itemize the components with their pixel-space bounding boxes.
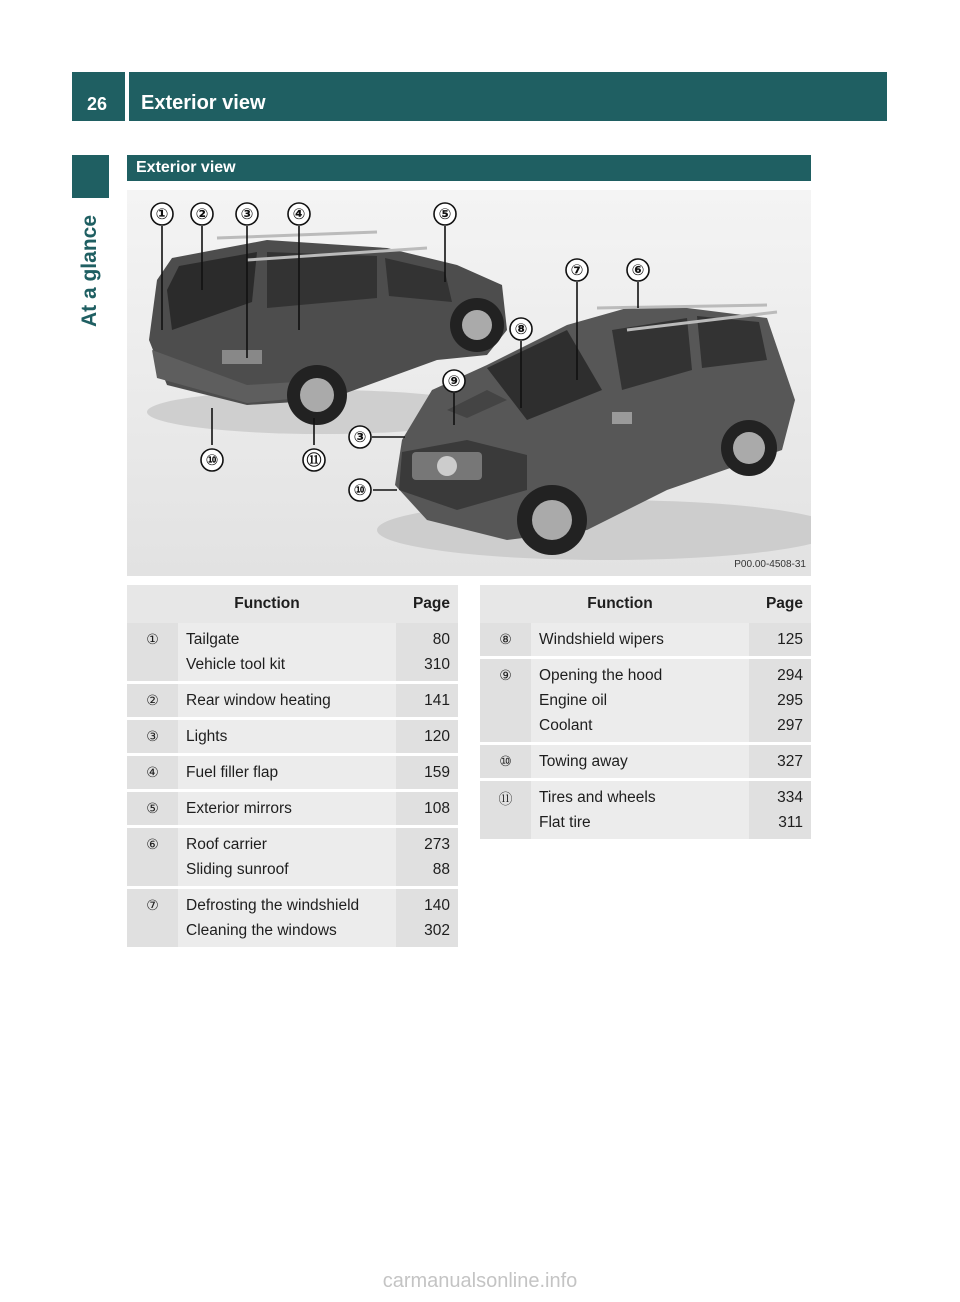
- row-function: Tires and wheels: [531, 780, 749, 811]
- row-key: ②: [127, 683, 178, 719]
- row-page: 88: [396, 857, 458, 888]
- column-header-key: [127, 585, 178, 623]
- row-page: 159: [396, 755, 458, 791]
- row-page: 120: [396, 719, 458, 755]
- column-header-function: Function: [178, 585, 396, 623]
- row-function: Defrosting the windshield: [178, 888, 396, 919]
- callout-label-10b: ⑩: [353, 481, 367, 499]
- callout-label-3b: ③: [353, 428, 367, 446]
- row-key: ⑩: [480, 744, 531, 780]
- table-row: [127, 888, 458, 919]
- row-function: Windshield wipers: [531, 623, 749, 658]
- row-page: 334: [749, 780, 811, 811]
- vehicle-illustration: [127, 190, 811, 576]
- row-function: Roof carrier: [178, 827, 396, 858]
- table-row: [127, 623, 458, 652]
- row-key: ⑧: [480, 623, 531, 658]
- table-row: [480, 780, 811, 811]
- callout-label-1: ①: [155, 205, 169, 223]
- page-number: 26: [72, 72, 125, 121]
- table-row: [127, 791, 458, 827]
- row-function: Engine oil: [531, 688, 749, 713]
- row-function: Rear window heating: [178, 683, 396, 719]
- callout-label-11: ⑪: [306, 451, 322, 469]
- row-page: 302: [396, 918, 458, 947]
- table-row: [127, 755, 458, 791]
- side-tab: [70, 206, 110, 336]
- table-header-row: [127, 585, 458, 623]
- row-page: 141: [396, 683, 458, 719]
- row-page: 297: [749, 713, 811, 744]
- row-key: ⑨: [480, 658, 531, 744]
- row-function: Opening the hood: [531, 658, 749, 689]
- row-page: 311: [749, 810, 811, 839]
- row-key: ④: [127, 755, 178, 791]
- row-function: Tailgate: [178, 623, 396, 652]
- column-header-page: Page: [396, 585, 458, 623]
- row-function: Cleaning the windows: [178, 918, 396, 947]
- row-key: ③: [127, 719, 178, 755]
- row-key: ⑤: [127, 791, 178, 827]
- row-function: Flat tire: [531, 810, 749, 839]
- column-header-function: Function: [531, 585, 749, 623]
- callout-label-9: ⑨: [447, 372, 461, 390]
- row-page: 327: [749, 744, 811, 780]
- table-row: [480, 623, 811, 658]
- figure-reference: P00.00-4508-31: [734, 559, 806, 570]
- row-key: ⑪: [480, 780, 531, 840]
- callout-label-8: ⑧: [514, 320, 528, 338]
- table-row: [127, 683, 458, 719]
- callout-label-2: ②: [195, 205, 209, 223]
- row-page: 294: [749, 658, 811, 689]
- row-function: Vehicle tool kit: [178, 652, 396, 683]
- row-key: ⑦: [127, 888, 178, 948]
- table-row: [480, 744, 811, 780]
- table-header-row: [480, 585, 811, 623]
- watermark: carmanualsonline.info: [382, 1270, 578, 1292]
- row-page: 140: [396, 888, 458, 919]
- row-page: 108: [396, 791, 458, 827]
- row-function: Exterior mirrors: [178, 791, 396, 827]
- column-header-page: Page: [749, 585, 811, 623]
- table-row: [127, 719, 458, 755]
- side-tab-block: [72, 155, 109, 198]
- section-title: Exterior view: [127, 155, 811, 181]
- column-header-key: [480, 585, 531, 623]
- callout-label-10: ⑩: [205, 451, 219, 469]
- row-page: 273: [396, 827, 458, 858]
- side-tab-label: At a glance: [78, 214, 101, 328]
- callout-label-6: ⑥: [631, 261, 645, 279]
- table-row: [127, 827, 458, 858]
- callout-label-3: ③: [240, 205, 254, 223]
- row-function: Towing away: [531, 744, 749, 780]
- row-page: 80: [396, 623, 458, 652]
- callout-label-7: ⑦: [570, 261, 584, 279]
- vehicle-exterior-figure: [127, 190, 811, 576]
- function-table-right: [480, 585, 811, 839]
- row-key: ⑥: [127, 827, 178, 888]
- row-function: Lights: [178, 719, 396, 755]
- row-key: ①: [127, 623, 178, 683]
- row-page: 310: [396, 652, 458, 683]
- table-row: [480, 658, 811, 689]
- callout-label-4: ④: [292, 205, 306, 223]
- row-function: Sliding sunroof: [178, 857, 396, 888]
- row-page: 125: [749, 623, 811, 658]
- callout-label-5: ⑤: [438, 205, 452, 223]
- function-table-left: [127, 585, 458, 947]
- row-function: Fuel filler flap: [178, 755, 396, 791]
- row-page: 295: [749, 688, 811, 713]
- chapter-title: Exterior view: [129, 72, 887, 121]
- row-function: Coolant: [531, 713, 749, 744]
